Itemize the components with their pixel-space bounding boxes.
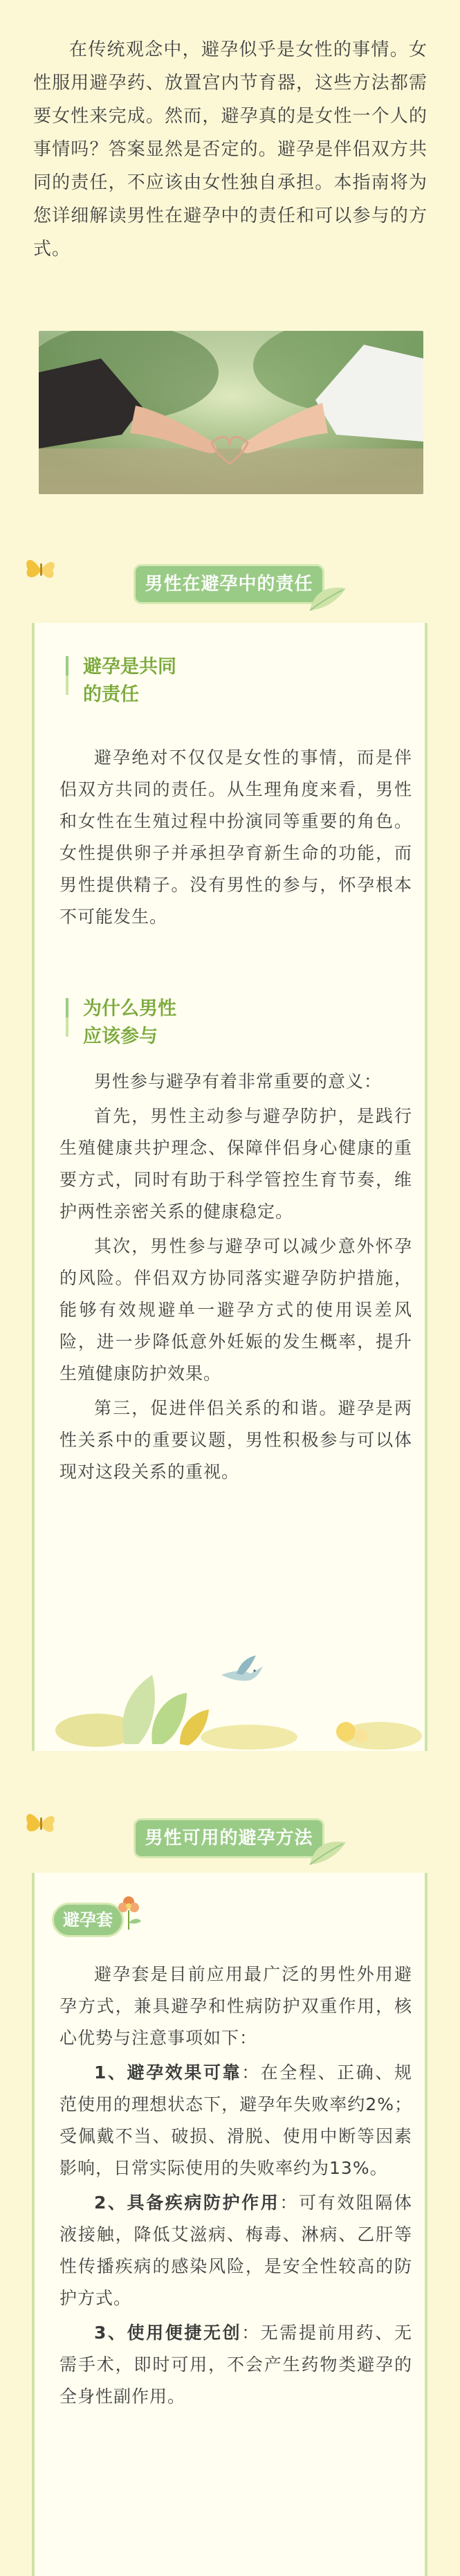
paragraph-shared: 避孕绝对不仅仅是女性的事情，而是伴侣双方共同的责任。从生理角度来看，男性和女性在生殖过程中扮演同等重要的角色。女性提供卵子并承担孕育新生命的功能，而男性提供精子。没有男性的参与，怀孕根本不可能发生。 — [59, 747, 412, 927]
leaf-icon — [307, 584, 349, 615]
intro-text — [33, 33, 427, 266]
methods-card — [32, 1873, 427, 2576]
section-banner-responsibility — [136, 554, 326, 609]
couple-hands-photo — [39, 331, 423, 494]
paragraphs-condom: 避孕套是目前应用最广泛的男性外用避孕方式，兼具避孕和性病防护双重作用，核心优势与注意事项如下： 1、避孕效果可靠：在全程、正确、规范使用的理想状态下，避孕年失败率约2%；受佩戴不当、破损、滑脱、使用中断等因素影响，日常实际使用的失败率约为13%。 2、具备疾病防护作用：可有效阻隔体液接触，降低艾滋病、梅毒、淋病、乙肝等性传播疾病的感染风险，是安全性较高的防护方式。 3、使用便捷无创：无需提前用药、无需手术，即时可用，不会产生药物类避孕的全身性副作用。 — [59, 1959, 412, 2415]
section-title: 男性在避孕中的责任 — [136, 566, 322, 602]
leaf-icon — [307, 1838, 349, 1869]
sub-title-why-men: 为什么男性 应该参与 — [83, 995, 176, 1051]
condom-tag — [54, 1892, 158, 1941]
decorative-garden — [35, 1654, 425, 1754]
bird-icon — [219, 1654, 267, 1691]
responsibility-card — [32, 623, 427, 1751]
point-protection: 2、具备疾病防护作用：可有效阻隔体液接触，降低艾滋病、梅毒、淋病、乙肝等性传播疾病的感染风险，是安全性较高的防护方式。 — [59, 2193, 412, 2308]
tag-label: 避孕套 — [54, 1905, 122, 1935]
intro-paragraph: 在传统观念中，避孕似乎是女性的事情。女性服用避孕药、放置宫内节育器，这些方法都需要女性来完成。然而，避孕真的是女性一个人的事情吗？答案显然是否定的。避孕是伴侣双方共同的责任，不应该由女性独自承担。本指南将为您详细解读男性在避孕中的责任和可以参与的方式。 — [33, 39, 427, 260]
section-banner-methods — [136, 1808, 326, 1863]
butterfly-icon — [24, 551, 58, 588]
point-convenience: 3、使用便捷无创：无需提前用药、无需手术，即时可用，不会产生药物类避孕的全身性副作用。 — [59, 2323, 412, 2406]
sub-title-shared-responsibility: 避孕是共同 的责任 — [83, 653, 176, 709]
section-title: 男性可用的避孕方法 — [136, 1820, 322, 1856]
paragraphs-why: 男性参与避孕有着非常重要的意义： 首先，男性主动参与避孕防护，是践行生殖健康共护理念、保障伴侣身心健康的重要方式，同时有助于科学管控生育节奏，维护两性亲密关系的健康稳定。 其次，男性参与避孕可以减少意外怀孕的风险。伴侣双方协同落实避孕防护措施，能够有效规避单一避孕方式的使用误差风险，进一步降低意外妊娠的发生概率，提升生殖健康防护效果。 第三，促进伴侣关系的和谐。避孕是两性关系中的重要议题，男性积极参与可以体现对这段关系的重视。 — [59, 1071, 412, 1482]
flower-icon — [113, 1892, 148, 1936]
butterfly-icon — [24, 1805, 58, 1842]
point-effectiveness: 1、避孕效果可靠：在全程、正确、规范使用的理想状态下，避孕年失败率约2%；受佩戴不当、破损、滑脱、使用中断等因素影响，日常实际使用的失败率约为13%。 — [59, 2062, 412, 2178]
